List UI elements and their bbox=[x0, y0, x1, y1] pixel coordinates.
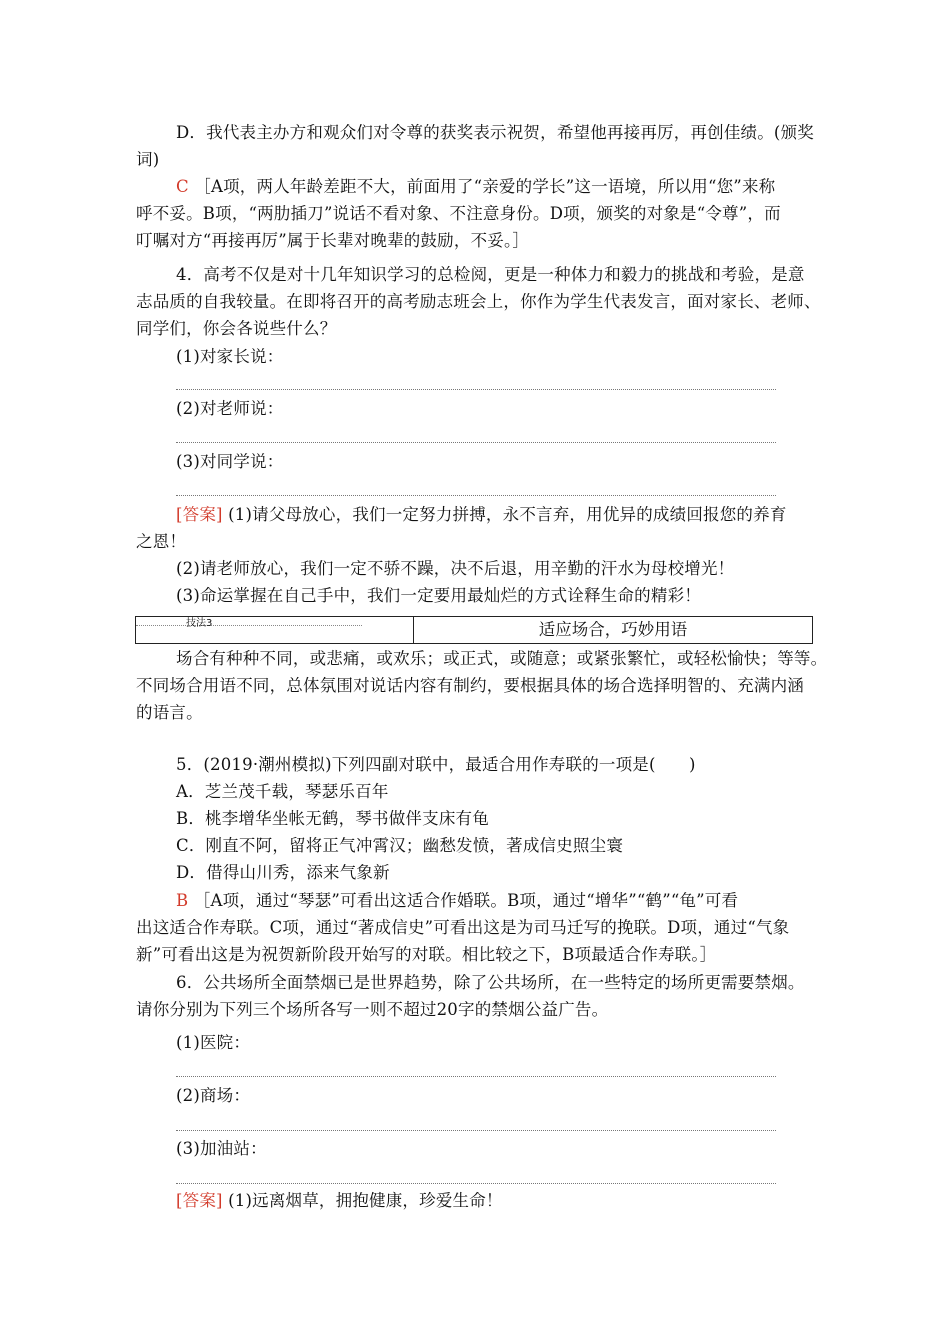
q4-answer-blank-1[interactable] bbox=[176, 389, 776, 390]
q5-explanation-line2: 出这适合作寿联。C项，通过“著成信史”可看出这是为司马迁写的挽联。D项，通过“气象 bbox=[136, 918, 790, 937]
q5-answer-letter: B bbox=[176, 891, 189, 910]
q3-answer-letter: C bbox=[176, 177, 189, 196]
technique-body-line1: 场合有种种不同，或悲痛，或欢乐；或正式，或随意；或紧张繁忙，或轻松愉快；等等。 bbox=[176, 649, 828, 668]
q4-part1-label: (1)对家长说： bbox=[176, 347, 284, 366]
q5-stem: 5．(2019·潮州模拟)下列四副对联中，最适合用作寿联的一项是( ) bbox=[176, 755, 696, 774]
q6-stem-line2: 请你分别为下列三个场所各写一则不超过20字的禁烟公益广告。 bbox=[136, 1000, 609, 1019]
q6-answer-blank-2[interactable] bbox=[176, 1130, 776, 1131]
q5-option-c: C．刚直不阿，留将正气冲霄汉；幽愁发愤，著成信史照尘寰 bbox=[176, 836, 624, 855]
technique-body-line3: 的语言。 bbox=[136, 703, 203, 722]
q5-answer-line1 bbox=[176, 890, 738, 912]
q6-part3-label: (3)加油站： bbox=[176, 1139, 267, 1158]
q6-part1-label: (1)医院： bbox=[176, 1033, 251, 1052]
q6-part2-label: (2)商场： bbox=[176, 1086, 251, 1105]
q5-explanation-line1: ［A项，通过“琴瑟”可看出这适合作婚联。B项，通过“增华”“鹤”“龟”可看 bbox=[193, 891, 739, 910]
q4-answer1-line2: 之恩！ bbox=[136, 532, 187, 551]
q5-option-b: B．桃李增华坐帐无鹤，琴书做伴支床有龟 bbox=[176, 809, 489, 828]
q4-stem-line1: 4．高考不仅是对十几年知识学习的总检阅，更是一种体力和毅力的挑战和考验，是意 bbox=[176, 265, 805, 284]
q3-explanation-line2: 呼不妥。B项，“两肋插刀”说话不看对象、不注意身份。D项，颁奖的对象是“令尊”，而 bbox=[136, 204, 781, 223]
q3-explanation-line3: 叮嘱对方“再接再厉”属于长辈对晚辈的鼓励，不妥。］ bbox=[136, 231, 530, 250]
q3-answer-line1 bbox=[176, 176, 775, 198]
q4-answer2: (2)请老师放心，我们一定不骄不躁，决不后退，用辛勤的汗水为母校增光！ bbox=[176, 559, 735, 578]
q6-answer1: (1)远离烟草，拥抱健康，珍爱生命！ bbox=[228, 1191, 503, 1210]
q3-explanation-line1: ［A项，两人年龄差距不大，前面用了“亲爱的学长”这一语境，所以用“您”来称 bbox=[194, 177, 776, 196]
q4-answer3: (3)命运掌握在自己手中，我们一定要用最灿烂的方式诠释生命的精彩！ bbox=[176, 586, 701, 605]
q4-part3-label: (3)对同学说： bbox=[176, 452, 284, 471]
technique-title: 适应场合，巧妙用语 bbox=[538, 620, 688, 639]
q6-answer-blank-3[interactable] bbox=[176, 1183, 776, 1184]
q4-answer-tag: [答案] bbox=[176, 505, 223, 524]
q4-answer-blank-3[interactable] bbox=[176, 495, 776, 496]
q6-answer-tag: [答案] bbox=[176, 1191, 223, 1210]
q6-answer-line1 bbox=[176, 1190, 503, 1212]
q3-option-d-line1: D．我代表主办方和观众们对令尊的获奖表示祝贺，希望他再接再厉，再创佳绩。(颁奖 bbox=[176, 123, 814, 142]
q3-option-d-line2: 词) bbox=[136, 150, 160, 169]
q6-answer-blank-1[interactable] bbox=[176, 1076, 776, 1077]
technique-header-box bbox=[135, 616, 813, 644]
q4-stem-line3: 同学们，你会各说些什么？ bbox=[136, 319, 337, 338]
q5-explanation-line3: 新”可看出这是为祝贺新阶段开始写的对联。相比较之下，B项最适合作寿联。］ bbox=[136, 945, 717, 964]
q6-stem-line1: 6．公共场所全面禁烟已是世界趋势，除了公共场所，在一些特定的场所更需要禁烟。 bbox=[176, 973, 805, 992]
q4-answer1-line1: (1)请父母放心，我们一定努力拼搏，永不言弃，用优异的成绩回报您的养育 bbox=[228, 505, 787, 524]
technique-tag-underline bbox=[136, 625, 362, 626]
q5-option-d: D．借得山川秀，添来气象新 bbox=[176, 863, 390, 882]
q5-option-a: A．芝兰茂千载，琴瑟乐百年 bbox=[176, 782, 389, 801]
q4-part2-label: (2)对老师说： bbox=[176, 399, 284, 418]
q4-answer-blank-2[interactable] bbox=[176, 442, 776, 443]
q4-stem-line2: 志品质的自我较量。在即将召开的高考励志班会上，你作为学生代表发言，面对家长、老师、 bbox=[136, 292, 821, 311]
technique-tag: 技法3 bbox=[186, 618, 213, 629]
q4-answer-line1 bbox=[176, 504, 787, 526]
technique-body-line2: 不同场合用语不同，总体氛围对说话内容有制约，要根据具体的场合选择明智的、充满内涵 bbox=[136, 676, 804, 695]
